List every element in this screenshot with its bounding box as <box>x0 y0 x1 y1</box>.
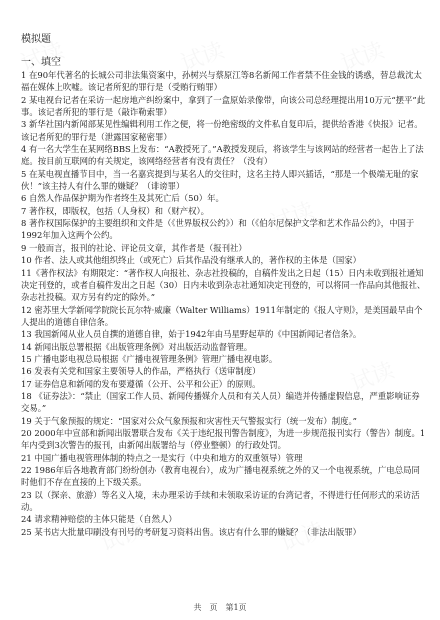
question-item: 12 密苏里大学新闻学院院长瓦尔特·威廉（Walter Williams）1911年制定的《报人守则》，是美国最早由个人提出的道德自律信条。 <box>21 304 423 327</box>
question-item: 17 证券信息和新闻的发布要遵循（公开、公平和公正）的原则。 <box>21 378 261 389</box>
question-item: 20 2000年中宣部和新闻出版署联合发布《关于违纪报刊警告制度》，为进一步规范报刊实行（警告）制度。1年内受到3次警告的报刊，由新闻出版署给与（停业整顿）的行政处罚。 <box>21 427 426 451</box>
question-item: 10 作者、法人或其他组织终止（或死亡）后其作品没有继承人的，著作权的主体是（国家） <box>21 255 361 266</box>
question-item: 23 以（探亲、旅游）等名义入境，未办理采访手续和未领取采访证的台湾记者，不得进行任何形式的采访活动。 <box>21 489 420 513</box>
question-item: 15 广播电影电视总局根据《广播电视管理条例》管理广播电视电影。 <box>21 353 278 364</box>
question-item: 25 某书店大批量印刷没有刊号的考研复习资料出售。该店有什么罪的嫌疑？（非法出版罪） <box>21 526 361 537</box>
question-item: 7 著作权，即版权，包括（人身权）和（财产权）。 <box>21 205 210 216</box>
question-item: 18 《证券法》：“禁止（国家工作人员、新闻传播媒介人员和有关人员）编造并传播虚假信息，严重影响证券交易。” <box>21 390 420 414</box>
question-item: 4 有一名大学生在某网络BBS上发布：“A教授死了。”A教授发现后，将该学生与该网站的经营者一起告上了法庭。按目前互联网的有关规定，该网络经营者有没有责任？（没有） <box>21 144 424 167</box>
question-item: 1 在90年代著名的长城公司非法集资案中，孙树兴与蔡原江等8名新闻工作者禁不住金钱的诱惑，替总裁沈太福在媒体上吹嘘。该记者所犯的罪行是（受贿行贿罪） <box>21 70 422 93</box>
question-item: 13 我国新闻从业人员自撰的道德自律，始于1942年由马星野起草的《中国新闻记者信条》。 <box>21 329 362 340</box>
question-item: 8 著作权国际保护的主要组织和文件是（《世界版权公约》）和（《伯尔尼保护文学和艺术作品公约》，中国于1992年加入这两个公约。 <box>21 218 415 241</box>
section-heading: 一、填空 <box>21 57 61 68</box>
question-item: 2 某电视台记者在采访一起房地产纠纷案中，拿到了一盒原始录像带，向该公司总经理提出用10万元“摆平”此事。该记者所犯的罪行是（敲诈勒索罪） <box>21 94 426 118</box>
page-footer: 共 页 第1页 <box>193 603 247 612</box>
question-item: 6 自然人作品保护期为作者终生及其死亡后（50）年。 <box>21 193 224 204</box>
question-list <box>21 69 426 538</box>
question-item: 16 发表有关党和国家主要领导人的作品，严格执行（送审制度） <box>21 366 261 377</box>
question-item: 14 新闻出版总署根据《出版管理条例》对出版活动监督管理。 <box>21 341 253 352</box>
question-item: 21 中国广播电视管理体制的特点之一是实行（中央和地方的双重领导）管理 <box>21 452 303 463</box>
question-item: 24 请求精神赔偿的主体只能是（自然人） <box>21 514 177 525</box>
question-item: 22 1986年后各地教育部门纷纷创办（教育电视台），成为广播电视系统之外的又一个电视系统，广电总局同时他们不存在直接的上下级关系。 <box>21 465 420 488</box>
question-item: 9 一般而言，报刊的社论、评论员文章，其作者是（报刊社） <box>21 242 247 253</box>
question-item: 19 关于气象预报的规定：“国家对公众气象预报和灾害性天气警报实行（统一发布）制度。” <box>21 415 357 426</box>
question-item: 3 新华社国内新闻部某见性编辑利用工作之便，将一份绝密级的文件私自复印后，提供给香港《快报》记者。该记者所犯的罪行是（泄露国家秘密罪） <box>21 119 423 142</box>
question-item: 5 在某电视直播节目中，当一名嘉宾提到与某名人的交往时，这名主持人即兴插话，“那是一个极端无耻的家伙！”该主持人有什么罪的嫌疑？（诽谤罪） <box>21 168 419 192</box>
doc-title: 模拟题 <box>21 34 51 45</box>
question-item: 11《著作权法》有期限定：“著作权人向报社、杂志社投稿的，自稿件发出之日起（15）日内未收到报社通知决定刊登的，或者自稿件发出之日起（30）日内未收到杂志社通知决定刊登的，可以将同一作品向其他报社、杂志社投稿。双方另有约定的除外。” <box>21 267 426 303</box>
